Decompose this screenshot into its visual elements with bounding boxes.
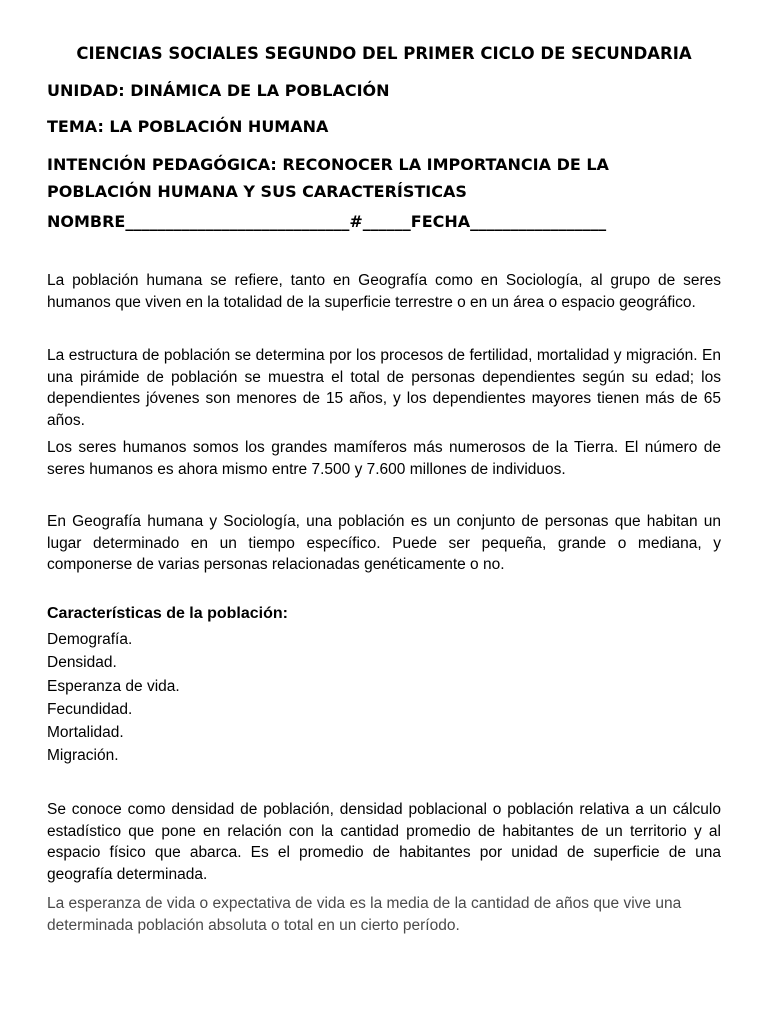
topic-heading: TEMA: LA POBLACIÓN HUMANA [47,117,329,136]
list-item: Esperanza de vida. [47,677,180,695]
paragraph-density: Se conoce como densidad de población, densidad poblacional o población relativa a un cálculo estadístico que pone en relación con la cantidad promedio de habitantes de un territorio y al espacio físico que abarca. Es el promedio de habitantes por unidad de superficie de una geografía determinada. [47,801,721,883]
list-item: Demografía. [47,631,133,648]
paragraph-life-expectancy: La esperanza de vida o expectativa de vida es la media de la cantidad de años que vive una determinada población absoluta o total en un cierto período. [47,895,682,934]
list-item: Migración. [47,747,119,765]
paragraph-population-concept: En Geografía humana y Sociología, una población es un conjunto de personas que habitan un lugar determinado en un tiempo específico. Puede ser pequeña, grande o mediana, y componerse de varias personas relacionadas genéticamente o no. [47,513,721,573]
paragraph-numbers: Los seres humanos somos los grandes mamíferos más numerosos de la Tierra. El número de seres humanos es ahora mismo entre 7.500 y 7.600 millones de individuos. [47,439,721,478]
unit-heading: UNIDAD: DINÁMICA DE LA POBLACIÓN [47,81,390,100]
list-item: Mortalidad. [47,724,124,742]
pedagogical-intention: INTENCIÓN PEDAGÓGICA: RECONOCER LA IMPORTANCIA DE LA POBLACIÓN HUMANA Y SUS CARACTERÍSTICAS [47,155,609,201]
characteristics-heading: Características de la población: [47,605,288,622]
list-item: Densidad. [47,654,117,672]
page-title: CIENCIAS SOCIALES SEGUNDO DEL PRIMER CICLO DE SECUNDARIA [76,44,692,63]
list-item: Fecundidad. [47,700,133,718]
characteristics-list [47,628,180,768]
name-number-date-line: NOMBRE____________________________#______FECHA_________________ [47,212,607,231]
paragraph-structure: La estructura de población se determina por los procesos de fertilidad, mortalidad y migración. En una pirámide de población se muestra el total de personas dependientes según su edad; los dependientes jóvenes son menores de 15 años, y los dependientes mayores tienen más de 65 años. [47,347,721,429]
paragraph-definition: La población humana se refiere, tanto en Geografía como en Sociología, al grupo de seres humanos que viven en la totalidad de la superficie terrestre o en un área o espacio geográfico. [47,272,721,311]
